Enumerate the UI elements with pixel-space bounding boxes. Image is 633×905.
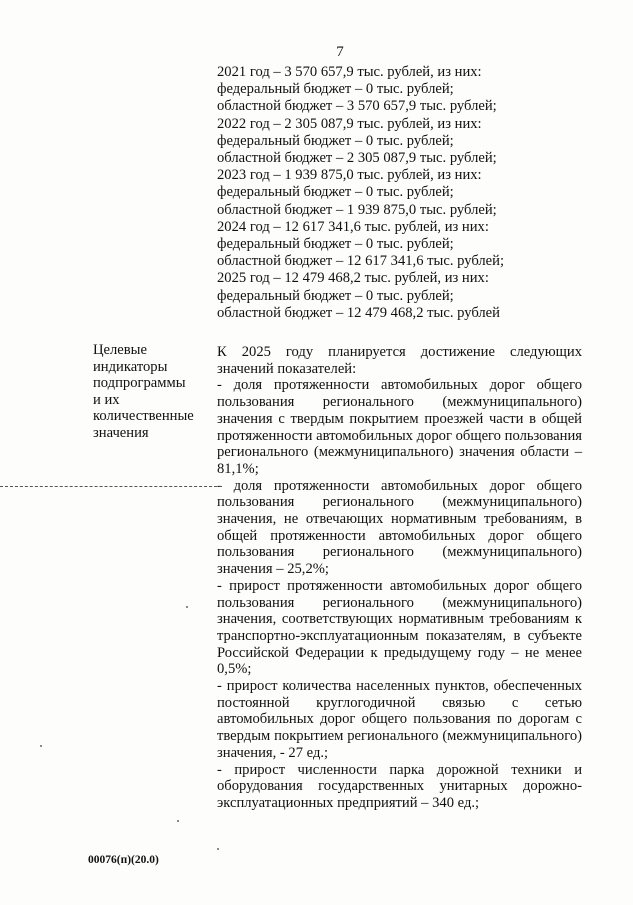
- section-label-line: количественные: [93, 408, 194, 425]
- document-code: 00076(п)(20.0): [88, 854, 159, 866]
- scan-speck: [40, 745, 42, 747]
- indicator-item: - прирост количества населенных пунктов, обеспеченных постоянной круглогодичной связью с сетью автомобильных дорог общего пользования по дорогам с твердым покрытием регионального (межмуниципального) значения, - 27 ед.;: [217, 678, 582, 761]
- section-label-line: индикаторы: [93, 358, 168, 375]
- funding-line: областной бюджет – 1 939 875,0 тыс. рублей;: [217, 201, 497, 218]
- scan-speck: [177, 820, 179, 822]
- indicator-item: - доля протяженности автомобильных дорог общего пользования регионального (межмуниципального) значения с твердым покрытием проезжей части в общей протяженности автомобильных дорог общего пользования регионального (межмуниципального) значения области – 81,1%;: [217, 377, 582, 477]
- section-label-line: значения: [93, 424, 149, 441]
- funding-line: областной бюджет – 12 479 468,2 тыс. рублей: [217, 304, 500, 321]
- target-indicators: [217, 344, 582, 812]
- indicators-intro: К 2025 году планируется достижение следующих значений показателей:: [217, 344, 582, 377]
- funding-line: федеральный бюджет – 0 тыс. рублей;: [217, 132, 454, 149]
- funding-line: 2022 год – 2 305 087,9 тыс. рублей, из них:: [217, 115, 482, 132]
- dashed-divider: [0, 486, 222, 487]
- indicator-item: - доля протяженности автомобильных дорог общего пользования регионального (межмуниципального) значения, не отвечающих нормативным требованиям, в общей протяженности автомобильных дорог общего пользования регионального (межмуниципального) значения – 25,2%;: [217, 477, 582, 578]
- funding-line: 2025 год – 12 479 468,2 тыс. рублей, из них:: [217, 270, 489, 287]
- funding-line: 2024 год – 12 617 341,6 тыс. рублей, из них:: [217, 218, 489, 235]
- funding-line: областной бюджет – 12 617 341,6 тыс. рублей;: [217, 253, 505, 270]
- funding-line: федеральный бюджет – 0 тыс. рублей;: [217, 287, 454, 304]
- scan-speck: [217, 848, 219, 850]
- funding-line: федеральный бюджет – 0 тыс. рублей;: [217, 184, 454, 201]
- funding-line: федеральный бюджет – 0 тыс. рублей;: [217, 81, 454, 98]
- funding-breakdown: [217, 64, 587, 322]
- funding-line: федеральный бюджет – 0 тыс. рублей;: [217, 236, 454, 253]
- section-label: [93, 342, 213, 442]
- funding-line: областной бюджет – 3 570 657,9 тыс. рублей;: [217, 98, 497, 115]
- funding-line: 2021 год – 3 570 657,9 тыс. рублей, из них:: [217, 64, 482, 80]
- section-label-line: Целевые: [93, 342, 147, 358]
- indicator-item: - прирост численности парка дорожной техники и оборудования государственных унитарных дорожно-эксплуатационных предприятий – 340 ед.;: [217, 761, 582, 811]
- section-label-line: и их: [93, 391, 120, 408]
- indicator-item: - прирост протяженности автомобильных дорог общего пользования регионального (межмуниципального) значения, соответствующих нормативным требованиям к транспортно-эксплуатационным показателям, в субъекте Российской Федерации к предыдущему году – не менее 0,5%;: [217, 577, 582, 678]
- page-number: 7: [336, 44, 344, 60]
- funding-line: 2023 год – 1 939 875,0 тыс. рублей, из них:: [217, 167, 482, 184]
- scan-speck: [186, 606, 188, 608]
- funding-line: областной бюджет – 2 305 087,9 тыс. рублей;: [217, 150, 497, 167]
- section-label-line: подпрограммы: [93, 375, 186, 392]
